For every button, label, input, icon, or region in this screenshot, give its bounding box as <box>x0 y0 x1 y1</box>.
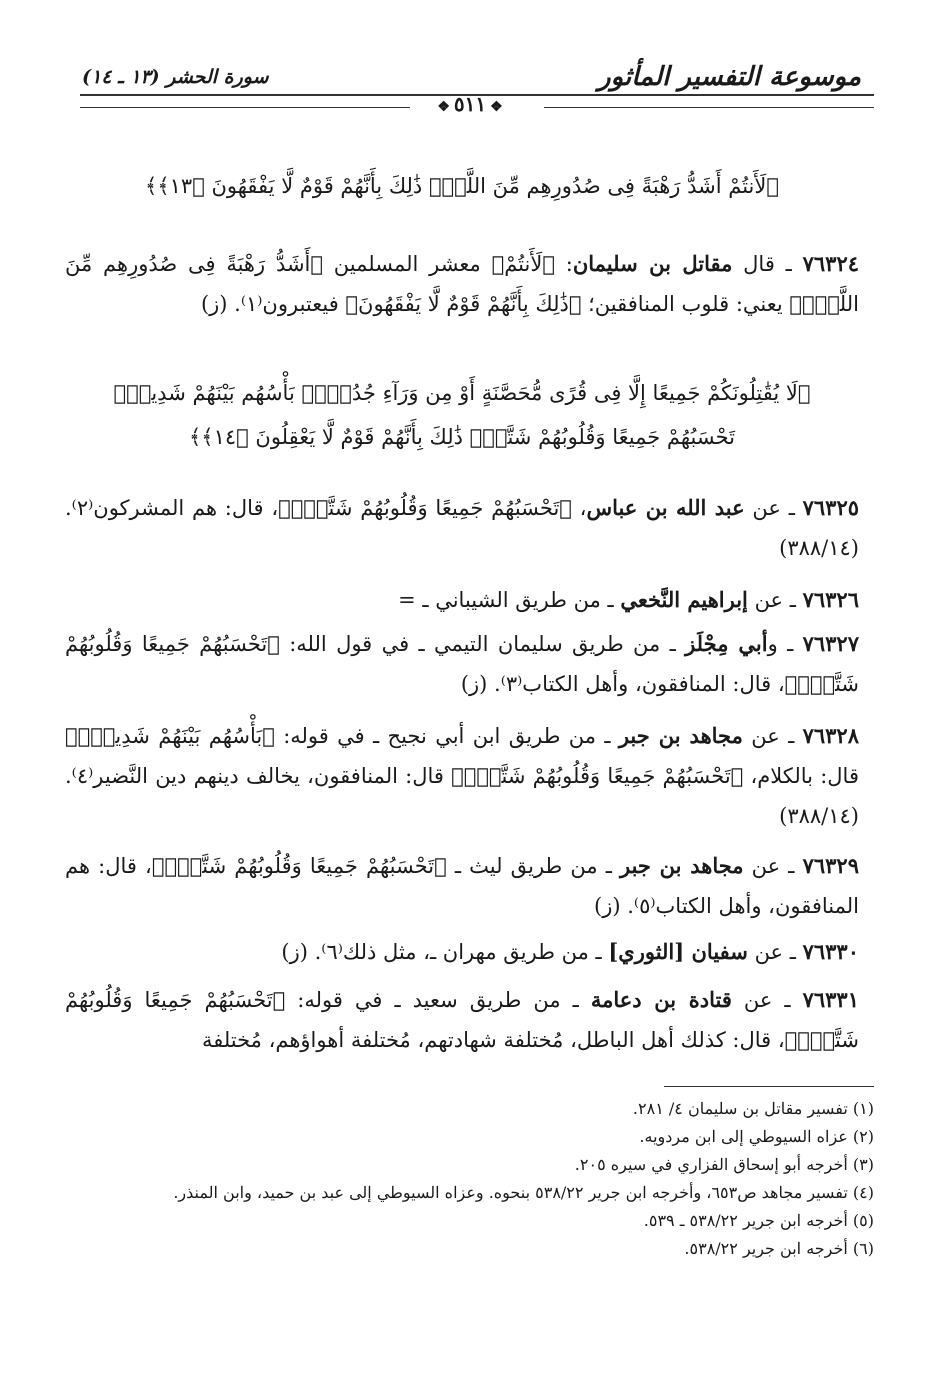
narrator-name: إبراهيم النَّخعي <box>620 587 748 612</box>
footnote: (٦) أخرجه ابن جرير ٥٣٨/٢٢. <box>684 1239 874 1258</box>
entry-number: ٧٦٣٢٥ <box>802 495 860 520</box>
quran-verse-14-line-1: ﴿لَا يُقَٰتِلُونَكُمْ جَمِيعًا إِلَّا فِى قُرًى مُّحَصَّنَةٍ أَوْ مِن وَرَآءِ جُدُرٍۭۚ بَأْسُهُم بَيْنَهُمْ شَدِيدٌۚ <box>113 381 811 405</box>
quran-verse-14-line-2: تَحْسَبُهُمْ جَمِيعًا وَقُلُوبُهُمْ شَتَّىٰۚ ذَٰلِكَ بِأَنَّهُمْ قَوْمٌ لَّا يَعْقِلُونَ ﴿١٤﴾﴾ <box>188 425 736 449</box>
narrator-name: أبي مِجْلَز <box>685 631 768 656</box>
narrator-name: قتادة بن دعامة <box>590 987 732 1012</box>
narrator-name: مقاتل بن سليمان <box>572 251 733 276</box>
narrator-name: عبد الله بن عباس <box>586 495 745 520</box>
page-number: ❖٥١١❖ <box>437 92 503 116</box>
narration-entry: ٧٦٣٢٩ ـ عن مجاهد بن جبر ـ من طريق ليث ـ ﴿تَحْسَبُهُمْ جَمِيعًا وَقُلُوبُهُمْ شَتَّىٰۚ﴾، قال: هم المنافقون، وأهل الكتاب⁽٥⁾. (ز) <box>65 853 859 918</box>
footnote: (٤) تفسير مجاهد ص٦٥٣، وأخرجه ابن جرير ٥٣٨/٢٢ بنحوه. وعزاه السيوطي إلى عبد بن حميد، وابن المنذر. <box>173 1183 874 1202</box>
header-rule-right <box>544 107 874 108</box>
footnote: (٥) أخرجه ابن جرير ٥٣٨/٢٢ ـ ٥٣٩. <box>643 1211 874 1230</box>
narration-entry: ٧٦٣٢٦ ـ عن إبراهيم النَّخعي ـ من طريق الشيباني ـ = <box>398 587 859 612</box>
footnote: (١) تفسير مقاتل بن سليمان ٤/ ٢٨١. <box>632 1099 874 1118</box>
entry-number: ٧٦٣٢٨ <box>802 723 859 748</box>
ornament-icon: ❖ <box>490 99 503 115</box>
quran-verse-13: ﴿لَأَنتُمْ أَشَدُّ رَهْبَةً فِى صُدُورِهِم مِّنَ اللَّهِۚ ذَٰلِكَ بِأَنَّهُمْ قَوْمٌ لَّا يَفْقَهُونَ ﴿١٣﴾﴾ <box>145 174 779 198</box>
entry-number: ٧٦٣٢٤ <box>802 251 860 276</box>
narrator-name: مجاهد بن جبر <box>620 853 744 878</box>
entry-number: ٧٦٣٢٧ <box>802 631 859 656</box>
narration-entry: ٧٦٣٣١ ـ عن قتادة بن دعامة ـ من طريق سعيد ـ في قوله: ﴿تَحْسَبُهُمْ جَمِيعًا وَقُلُوبُهُمْ شَتَّىٰۚ﴾، قال: كذلك أهل الباطل، مُختلفة شهادتهم، مُختلفة أهواؤهم، مُختلفة <box>65 987 859 1052</box>
footnotes <box>65 1096 874 1264</box>
entry-number: ٧٦٣٣١ <box>802 987 859 1012</box>
narration-entry: ٧٦٣٢٨ ـ عن مجاهد بن جبر ـ من طريق ابن أبي نجيح ـ في قوله: ﴿بَأْسُهُم بَيْنَهُمْ شَدِيدٌۚ﴾ قال: بالكلام، ﴿تَحْسَبُهُمْ جَمِيعًا وَقُلُوبُهُمْ شَتَّىٰۚ﴾ قال: المنافقون، يخالف دينهم دين النَّضير⁽٤⁾. (٣٨٨/١٤) <box>65 723 859 828</box>
narration-entry: ٧٦٣٢٧ ـ وأبي مِجْلَز ـ من طريق سليمان التيمي ـ في قول الله: ﴿تَحْسَبُهُمْ جَمِيعًا وَقُلُوبُهُمْ شَتَّىٰۚ﴾، قال: المنافقون، وأهل الكتاب⁽٣⁾. (ز) <box>65 631 859 696</box>
footnote: (٢) عزاه السيوطي إلى ابن مردويه. <box>639 1127 874 1146</box>
narration-entry: ٧٦٣٣٠ ـ عن سفيان [الثوري] ـ من طريق مهران ـ، مثل ذلك⁽٦⁾. (ز) <box>281 939 859 964</box>
surah-label: سورة الحشر (١٣ ـ ١٤) <box>82 66 269 88</box>
narrator-name: سفيان [الثوري] <box>608 939 748 964</box>
narration-entry: ٧٦٣٢٤ ـ قال مقاتل بن سليمان: ﴿لَأَنتُمْ﴾ معشر المسلمين ﴿أَشَدُّ رَهْبَةً فِى صُدُورِهِم مِّنَ اللَّهِۚ﴾ يعني: قلوب المنافقين؛ ﴿ذَٰلِكَ بِأَنَّهُمْ قَوْمٌ لَّا يَفْقَهُونَ﴾ فيعتبرون⁽١⁾. (ز) <box>65 251 860 316</box>
footnote-separator <box>664 1086 874 1087</box>
narrator-name: مجاهد بن جبر <box>618 723 743 748</box>
header-rule-left <box>80 107 410 108</box>
book-title: موسوعة التفسير المأثور <box>598 62 861 92</box>
footnote: (٣) أخرجه أبو إسحاق الفزاري في سيره ٢٠٥. <box>574 1155 874 1174</box>
entry-number: ٧٦٣٢٦ <box>802 587 859 612</box>
narration-entry: ٧٦٣٢٥ ـ عن عبد الله بن عباس، ﴿تَحْسَبُهُمْ جَمِيعًا وَقُلُوبُهُمْ شَتَّىٰۚ﴾، قال: هم المشركون⁽٢⁾. (٣٨٨/١٤) <box>65 495 860 560</box>
entry-number: ٧٦٣٢٩ <box>802 853 859 878</box>
entry-number: ٧٦٣٣٠ <box>802 939 859 964</box>
ornament-icon: ❖ <box>437 99 450 115</box>
